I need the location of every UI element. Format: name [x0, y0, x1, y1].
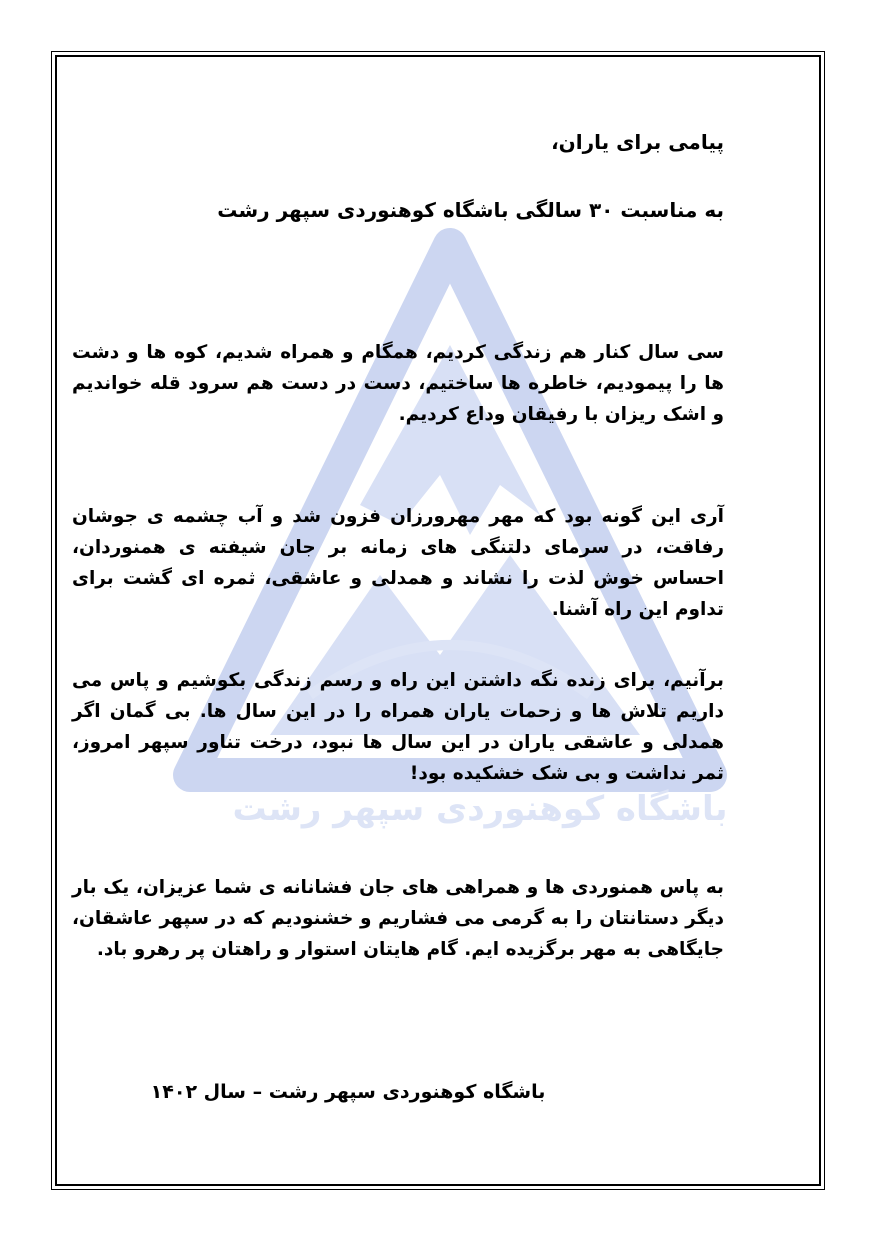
paragraph-4: به پاس همنوردی ها و همراهی های جان فشانانه ی شما عزیزان، یک بار دیگر دستانتان را به گرمی می فشاریم و خشنودیم که در سپهر عاشقان، جایگاهی به مهر برگزیده ایم. گام هایتان استوار و راهتان پر رهرو باد.: [72, 877, 724, 960]
paragraph-2: آری این گونه بود که مهر مهرورزان فزون شد و آب چشمه ی جوشان رفاقت، در سرمای دلتنگی های زمانه بر جان شیفته ی همنوردان، احساس خوش لذت را نشاند و همدلی و عاشقی، ثمره ای گشت برای تداوم این راه آشنا.: [72, 506, 724, 620]
paragraph-3: برآنیم، برای زنده نگه داشتن این راه و رسم زندگی بکوشیم و پاس می داریم تلاش ها و زحمات یاران همراه را در این سال ها. بی گمان اگر همدلی و عاشقی یاران در این سال ها نبود، درخت تناور سپهر امروز، ثمر نداشت و بی شک خشکیده بود!: [72, 670, 724, 784]
greeting-heading: پیامی برای یاران،: [551, 130, 724, 154]
watermark-text: باشگاه کوهنوردی سپهر رشت: [232, 789, 728, 829]
signature-line: باشگاه کوهنوردی سپهر رشت – سال ۱۴۰۲: [150, 1081, 546, 1103]
occasion-heading: به مناسبت ۳۰ سالگی باشگاه کوهنوردی سپهر رشت: [217, 198, 724, 222]
document-body: [72, 0, 724, 1240]
paragraph-1: سی سال کنار هم زندگی کردیم، همگام و همراه شدیم، کوه ها و دشت ها را پیمودیم، خاطره ها ساختیم، دست در دست هم سرود قله خواندیم و اشک ریزان با رفیقان وداع کردیم.: [72, 342, 724, 425]
